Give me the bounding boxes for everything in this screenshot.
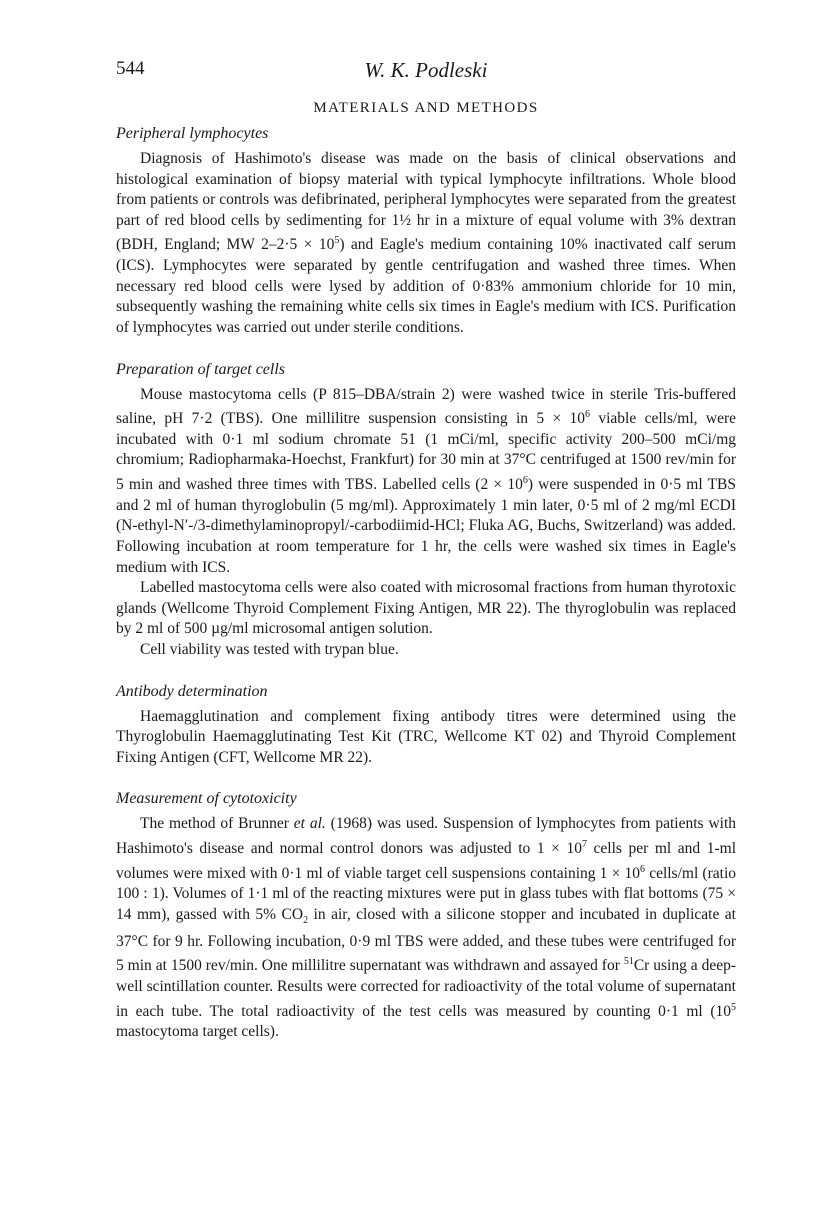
superscript: 6 bbox=[585, 409, 591, 421]
subscript: 2 bbox=[303, 915, 309, 927]
text-run: Labelled mastocytoma cells were also coated with microsomal fractions from human thyrotoxic glands (Wellcome Thyroid Complement Fixing Antigen, MR 22). The thyroglobulin was replaced by 2 ml of 500 µg/ml microsomal antigen solution. bbox=[116, 579, 736, 638]
text-run: ) and Eagle's medium containing 10% inactivated calf serum (ICS). Lymphocytes were separated by gentle centrifugation and washed three times. When necessary red blood cells were lysed by addition of 0·83% ammonium chloride for 10 min, subsequently washing the remaining white cells six times in Eagle's medium with ICS. Purification of lymphocytes was carried out under sterile conditions. bbox=[116, 236, 737, 336]
subsection bbox=[116, 123, 736, 339]
subsection-heading: Measurement of cytotoxicity bbox=[116, 790, 297, 808]
text-run: Haemagglutination and complement fixing antibody titres were determined using the Thyroglobulin Haemagglutinating Test Kit (TRC, Wellcome KT 02) and Thyroid Complement Fixing Antigen (CFT, Wellcome MR 22). bbox=[116, 707, 736, 766]
text-run: mastocytoma target cells). bbox=[116, 1023, 279, 1041]
text-run: Cr using a deep-well scintillation counter. Results were corrected for radioactivity of the total volume of supernatant in each tube. The total radioactivity of the test cells was measured by counting 0·1 ml (10 bbox=[116, 957, 736, 1020]
text-run: (1968) was used. Suspension of lymphocytes from patients with Hashimoto's disease and normal control donors was adjusted to 1 × 10 bbox=[116, 815, 737, 858]
subsection bbox=[116, 359, 736, 661]
text-run: viable cells/ml, were incubated with 0·1 ml sodium chromate 51 (1 mCi/ml, specific activity 200–500 mCi/mg chromium; Radiopharmaka-Hoechst, Frankfurt) for 30 min at 37°C centrifuged at 1500 rev/min for 5 min and washed three times with TBS. Labelled cells (2 × 10 bbox=[116, 410, 736, 494]
paragraph bbox=[116, 149, 736, 339]
body-text bbox=[116, 123, 736, 1043]
text-run: Diagnosis of Hashimoto's disease was made on the basis of clinical observations and histological examination of biopsy material with typical lymphocyte infiltrations. Whole blood from patients or controls was defibrinated, peripheral lymphocytes were separated from the greatest part of red blood cells by sedimenting for 1½ hr in a mixture of equal volume with 3% dextran (BDH, England; MW 2–2·5 × 10 bbox=[116, 150, 736, 254]
superscript: 5 bbox=[334, 235, 340, 247]
superscript: 7 bbox=[581, 838, 587, 850]
page bbox=[116, 58, 736, 1043]
subsection-heading: Peripheral lymphocytes bbox=[116, 125, 269, 142]
subsection-heading: Antibody determination bbox=[116, 682, 268, 700]
text-run: The method of Brunner bbox=[140, 815, 294, 833]
subsection-heading: Preparation of target cells bbox=[116, 360, 286, 378]
subsection bbox=[116, 788, 736, 1043]
paragraph bbox=[116, 707, 736, 769]
text-run: cells per ml and 1-ml volumes were mixed with 0·1 ml of viable target cell suspensions containing 1 × 10 bbox=[116, 840, 737, 882]
text-run: cells/ml (ratio 100 : 1). Volumes of 1·1 ml of the reacting mixtures were put in glass tubes with flat bottoms (75 × 14 mm), gassed with 5% CO bbox=[116, 864, 736, 923]
section-title: MATERIALS AND METHODS bbox=[313, 100, 539, 116]
page-header bbox=[116, 58, 736, 88]
text-run: et al. bbox=[293, 815, 326, 833]
paragraph bbox=[116, 640, 736, 661]
superscript: 5 bbox=[731, 1001, 736, 1013]
paragraph bbox=[116, 578, 736, 640]
page-number: 544 bbox=[116, 58, 145, 79]
text-run: Cell viability was tested with trypan blue. bbox=[140, 640, 399, 658]
superscript: 51 bbox=[623, 956, 634, 968]
paragraph bbox=[116, 814, 736, 1043]
paragraph bbox=[116, 385, 736, 579]
text-run: Mouse mastocytoma cells (P 815–DBA/strain 2) were washed twice in sterile Tris-buffered saline, pH 7·2 (TBS). One millilitre suspension consisting in 5 × 10 bbox=[116, 385, 736, 428]
subsection bbox=[116, 681, 736, 769]
text-run: ) were suspended in 0·5 ml TBS and 2 ml of human thyroglobulin (5 mg/ml). Approximately 1 min later, 0·5 ml of 2 mg/ml ECDI (N-ethyl-N′-/3-dimethylaminopropyl/-carbodiimid-HCl; Fluka AG, Buchs, Switzerland) was added. Following incubation at room temperature for 1 hr, the cells were washed six times in Eagle's medium with ICS. bbox=[116, 476, 736, 576]
text-run: in air, closed with a silicone stopper and incubated in duplicate at 37°C for 9 hr. Following incubation, 0·9 ml TBS were added, and these tubes were centrifuged for 5 min at 1500 rev/min. One millilitre supernatant was withdrawn and assayed for bbox=[116, 906, 736, 975]
running-author: W. K. Podleski bbox=[364, 58, 488, 82]
superscript: 6 bbox=[522, 475, 528, 487]
superscript: 6 bbox=[640, 863, 646, 875]
